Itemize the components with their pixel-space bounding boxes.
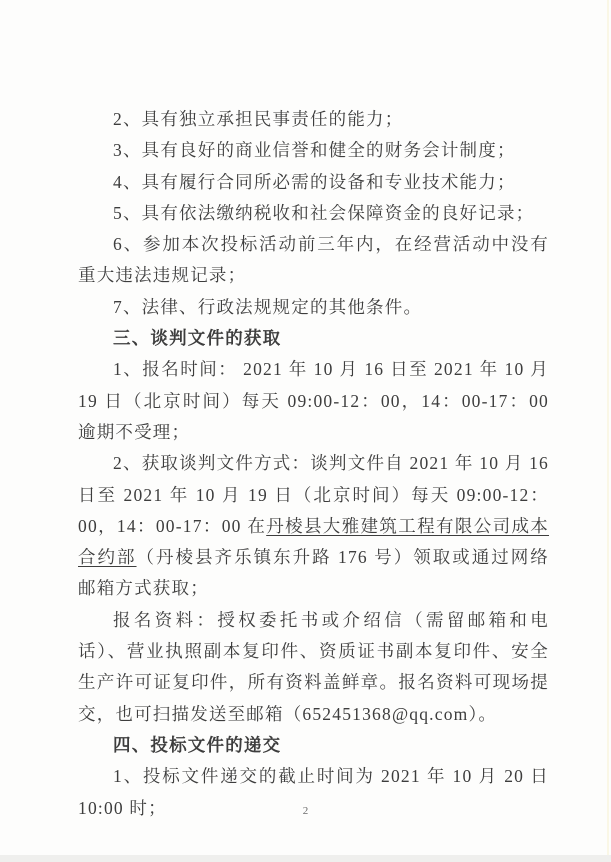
scan-edge-right [607, 0, 609, 855]
text-run: （丹棱县齐乐镇东升路 176 号）领取或通过网络邮箱方式获取； [78, 547, 549, 599]
paragraph-registration-materials: 报名资料：授权委托书或介绍信（需留邮箱和电话）、营业执照副本复印件、资质证书副本复印件、安全生产许可证复印件，所有资料盖鲜章。报名资料可现场提交，也可扫描发送至邮箱（652451368@qq.com）。 [78, 609, 549, 724]
document-text-block [78, 104, 549, 824]
section-heading-bid-submission: 四、投标文件的递交 [113, 734, 282, 755]
scan-edge-bottom [0, 855, 611, 862]
underlined-company-name: 丹棱县大雅建筑工程有限公司成本合约部 [78, 515, 550, 568]
list-item: 6、参加本次投标活动前三年内，在经营活动中没有重大违法违规记录； [78, 234, 549, 286]
list-item: 2、具有独立承担民事责任的能力； [113, 109, 404, 129]
list-item: 4、具有履行合同所必需的设备和专业技术能力； [113, 171, 516, 192]
list-item: 7、法律、行政法规规定的其他条件。 [113, 296, 423, 317]
list-item: 1、投标文件递交的截止时间为 2021 年 10 月 20 日 10:00 时； [78, 766, 549, 818]
page-number: 2 [302, 805, 309, 817]
list-item: 5、具有依法缴纳税收和社会保障资金的良好记录； [113, 202, 535, 223]
list-item: 1、报名时间： 2021 年 10 月 16 日至 2021 年 10 月 19 日（北京时间）每天 09:00-12：00，14：00-17：00 逾期不受理； [78, 359, 549, 442]
section-heading-negotiation-documents: 三、谈判文件的获取 [113, 328, 282, 349]
list-item [78, 448, 549, 604]
text-run: 2、获取谈判文件方式：谈判文件自 2021 年 10 月 16 日至 2021 年 10 月 19 日（北京时间）每天 09:00-12：00，14：00-17：00 在 [78, 453, 549, 536]
list-item: 3、具有良好的商业信誉和健全的财务会计制度； [113, 140, 516, 161]
